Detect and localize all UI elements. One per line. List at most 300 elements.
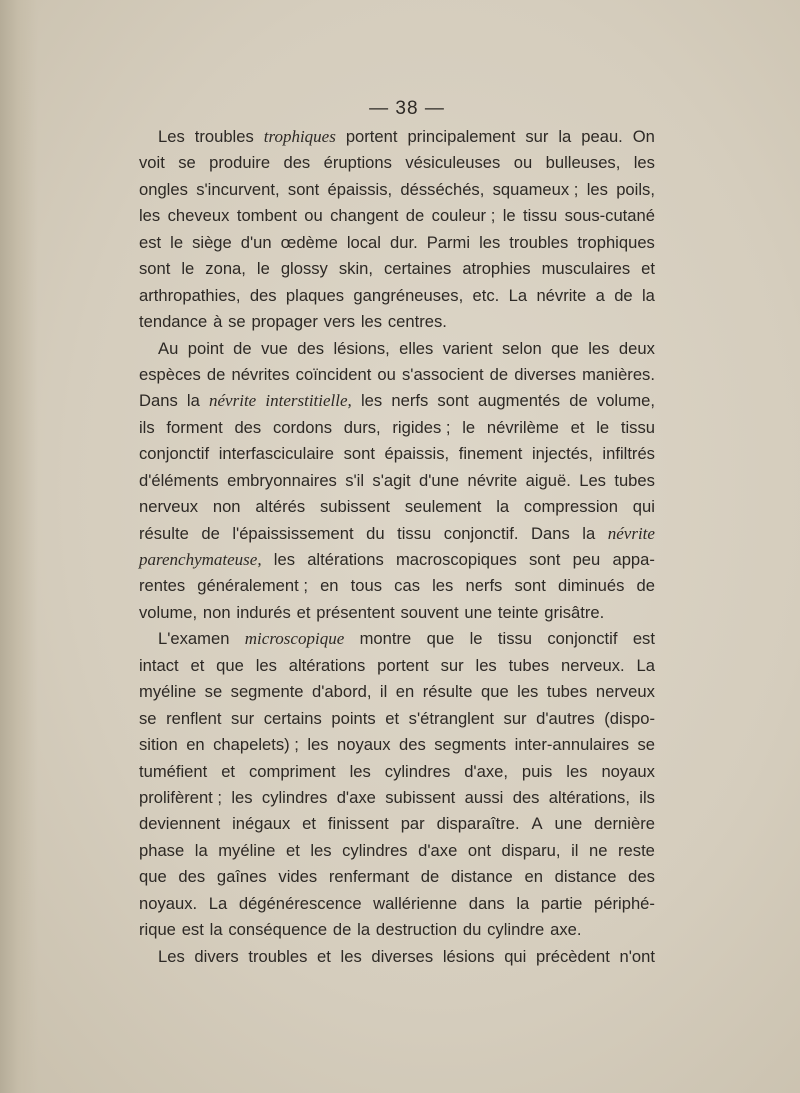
text-line (139, 653, 655, 679)
word: sont (437, 391, 469, 411)
word: épaissis, (384, 444, 450, 464)
word: que (139, 867, 167, 887)
word: renfermant (328, 867, 410, 887)
word: aiguë. (525, 470, 571, 490)
word: et (296, 602, 311, 622)
word: sur (440, 655, 464, 675)
word: dégénérescence (238, 893, 362, 913)
word: rigides ; (392, 417, 451, 437)
word: augmentés (477, 391, 561, 411)
text-line (139, 309, 655, 335)
word: segmente (230, 682, 304, 702)
text-line (139, 785, 655, 811)
word: s'incurvent, (196, 179, 280, 199)
text-line (139, 944, 655, 970)
word: montre (359, 629, 412, 649)
word: ou (304, 206, 323, 226)
word: une (464, 602, 493, 622)
word: d'autres (536, 708, 595, 728)
word: les (432, 576, 454, 596)
text-line (139, 917, 655, 943)
word: de (489, 364, 509, 384)
word: troubles (509, 232, 569, 252)
word: et (190, 655, 205, 675)
word: vésiculeuses (405, 153, 501, 173)
page-number: — 38 — (369, 98, 445, 119)
word: intact (139, 655, 179, 675)
word: désséchés, (400, 179, 485, 199)
word: diminués (557, 576, 625, 596)
word: des (249, 285, 277, 305)
word: névrite (536, 285, 587, 305)
word: de (201, 523, 220, 543)
word: peau. (581, 127, 623, 146)
word: sont (139, 259, 171, 279)
word: en (320, 576, 339, 596)
word: non (212, 497, 241, 517)
word: portent (377, 655, 429, 675)
word: et (221, 761, 236, 781)
word: la (357, 920, 371, 940)
word: d'axe (418, 840, 458, 860)
text-line (139, 732, 655, 758)
text-line (139, 336, 655, 362)
word: tissu (497, 629, 533, 649)
word: les (307, 735, 329, 755)
word: diverses (371, 946, 434, 966)
word: noyaux. (139, 893, 198, 913)
word: tuméfient (139, 761, 208, 781)
italic-word: névrite (209, 391, 257, 411)
word: le (469, 629, 483, 649)
word: cas (394, 576, 420, 596)
word: noyaux (601, 761, 655, 781)
word: la (496, 497, 510, 517)
word: les (273, 550, 295, 569)
word: altérations, (548, 787, 630, 807)
word: sont (529, 550, 561, 569)
word: varient (442, 338, 493, 358)
word: sur (503, 708, 527, 728)
text-line (139, 283, 655, 309)
word: ongles (139, 179, 188, 199)
word: la (558, 127, 572, 146)
italic-word: interstitielle, (265, 391, 352, 411)
text-line (139, 521, 655, 547)
word: inégaux (232, 814, 291, 834)
word: les (586, 179, 608, 199)
word: résulte (139, 523, 189, 543)
word: cordons (272, 417, 332, 437)
word: dernière (594, 814, 655, 834)
word: de (636, 576, 655, 596)
text-line (139, 838, 655, 864)
word: la (582, 523, 596, 543)
word: il (571, 840, 579, 860)
word: précèdent (536, 946, 610, 966)
word: certaines (383, 259, 452, 279)
word: subissent (319, 497, 391, 517)
word: myéline (139, 682, 197, 702)
word: propager (251, 312, 318, 332)
word: se (178, 153, 196, 173)
word: tubes (614, 470, 655, 490)
word: local (346, 232, 381, 252)
word: des (628, 867, 655, 887)
word: ont (467, 840, 491, 860)
word: d'une (419, 470, 460, 490)
word: axe. (550, 920, 582, 940)
text-line (139, 891, 655, 917)
paragraph (139, 124, 655, 336)
word: certains (263, 708, 322, 728)
word: espèces (139, 364, 201, 384)
word: sous-cutané (564, 206, 655, 226)
word: des (178, 867, 206, 887)
word: portent (345, 127, 398, 146)
word: s'associent (401, 364, 484, 384)
word: d'éléments (139, 470, 219, 490)
word: présentent (316, 602, 395, 622)
text-line (139, 547, 655, 573)
word: finement (458, 444, 523, 464)
word: A (531, 814, 543, 834)
word: dur. (390, 232, 418, 252)
word: sur (231, 708, 255, 728)
word: noyaux (337, 735, 391, 755)
word: il (379, 682, 388, 702)
text-line (139, 573, 655, 599)
word: une (554, 814, 583, 834)
word: ou (513, 153, 533, 173)
text-line (139, 864, 655, 890)
word: sont (287, 179, 320, 199)
word: n'ont (619, 946, 655, 966)
word: les (633, 153, 655, 173)
word: volume, (139, 602, 198, 622)
word: inter-annulaires (514, 735, 629, 755)
word: le (256, 259, 270, 279)
word: tous (350, 576, 383, 596)
word: musculaires (541, 259, 631, 279)
text-line (139, 203, 655, 229)
word: distance (450, 867, 513, 887)
word: forment (166, 417, 223, 437)
word: le (596, 417, 610, 437)
word: elles (399, 338, 434, 358)
word: ils (139, 417, 155, 437)
word: rentes (139, 576, 186, 596)
text-line (139, 441, 655, 467)
paragraph (139, 944, 655, 970)
word: de (614, 285, 633, 305)
word: arthropathies, (139, 285, 241, 305)
word: et (285, 840, 300, 860)
word: nerveux (595, 682, 655, 702)
word: volume, (596, 391, 655, 411)
word: les (475, 655, 497, 675)
word: des (399, 735, 426, 755)
word: gangréneuses, (353, 285, 464, 305)
word: etc. (472, 285, 500, 305)
text-line (139, 468, 655, 494)
text-line (139, 706, 655, 732)
word: l'épaississement (232, 523, 354, 543)
word: trophiques (577, 232, 655, 252)
word: altérations (288, 655, 366, 675)
word: les (255, 655, 277, 675)
text-line (139, 388, 655, 414)
word: que (480, 682, 509, 702)
word: les (139, 206, 161, 226)
word: la (186, 391, 200, 411)
word: centres. (387, 312, 447, 332)
word: de (405, 206, 425, 226)
word: les (566, 761, 588, 781)
word: vides (278, 867, 318, 887)
word: tendance (139, 312, 208, 332)
word: deux (618, 338, 655, 358)
word: de (569, 391, 588, 411)
word: des (512, 787, 540, 807)
word: conjonctif (139, 444, 210, 464)
word: non (202, 602, 231, 622)
word: de (332, 920, 352, 940)
word: dans (468, 893, 505, 913)
word: sur (525, 127, 549, 146)
word: manières. (582, 364, 655, 384)
word: nerfs (465, 576, 503, 596)
word: s'étranglent (408, 708, 494, 728)
word: voit (139, 153, 165, 173)
word: d'un (240, 232, 272, 252)
word: prolifèrent ; (139, 787, 223, 807)
word: Les (158, 127, 185, 146)
word: coïncident (295, 364, 372, 384)
word: macroscopiques (395, 550, 517, 569)
word: éruptions (323, 153, 392, 173)
word: glossy (280, 259, 328, 279)
word: se (204, 682, 223, 702)
word: d'axe, (464, 761, 508, 781)
word: est (181, 920, 204, 940)
word: nerfs (391, 391, 429, 411)
word: wallérienne (373, 893, 458, 913)
word: distance (554, 867, 617, 887)
word: des (283, 153, 311, 173)
word: d'abord, (312, 682, 372, 702)
word: névrite (467, 470, 518, 490)
word: le (181, 259, 195, 279)
italic-word: microscopique (244, 629, 345, 649)
word: destruction (375, 920, 458, 940)
word: Dans (531, 523, 570, 543)
word: névrilème (486, 417, 559, 437)
word: se (637, 735, 655, 755)
word: les (360, 312, 383, 332)
word: tubes (508, 655, 550, 675)
word: en (524, 867, 543, 887)
word: troubles (194, 127, 254, 146)
word: compression (523, 497, 618, 517)
word: segments (434, 735, 507, 755)
word: de (206, 364, 226, 384)
word: myéline (218, 840, 276, 860)
word: à (213, 312, 223, 332)
word: cylindres (261, 787, 328, 807)
word: lésions (442, 946, 495, 966)
word: squameux ; (492, 179, 579, 199)
italic-word: névrite (607, 523, 655, 543)
word: Les (158, 946, 185, 966)
word: partie (540, 893, 583, 913)
word: La (208, 893, 228, 913)
word: teinte (497, 602, 539, 622)
text-line (139, 150, 655, 176)
text-line (139, 230, 655, 256)
word: Dans (139, 391, 178, 411)
word: interfasciculaire (218, 444, 334, 464)
word: renflent (166, 708, 222, 728)
paragraph (139, 336, 655, 627)
word: appa- (612, 550, 655, 569)
text-line (139, 256, 655, 282)
word: œdème (280, 232, 338, 252)
word: sition (139, 735, 178, 755)
word: couleur ; (431, 206, 496, 226)
text-line (139, 759, 655, 785)
word: et (317, 946, 331, 966)
word: de (420, 867, 440, 887)
word: point (187, 338, 224, 358)
word: qui (504, 946, 527, 966)
word: conjonctif. (443, 523, 519, 543)
word: les (588, 338, 610, 358)
word: plaques (285, 285, 345, 305)
word: phase (139, 840, 185, 860)
word: grisâtre. (544, 602, 605, 622)
word: siège (192, 232, 232, 252)
word: en (395, 682, 415, 702)
word: que (216, 655, 244, 675)
word: disparaître. (436, 814, 520, 834)
word: d'axe (336, 787, 376, 807)
word: sont (514, 576, 546, 596)
word: durs, (343, 417, 381, 437)
word: ou (377, 364, 396, 384)
word: nerveux. (560, 655, 625, 675)
italic-word: parenchymateuse, (139, 550, 262, 569)
word: se (228, 312, 246, 332)
word: (dispo- (604, 708, 655, 728)
word: tombent (236, 206, 297, 226)
word: par (400, 814, 425, 834)
word: épaissis, (327, 179, 393, 199)
paragraph (139, 626, 655, 943)
word: souvent (400, 602, 459, 622)
word: tissu (620, 417, 655, 437)
word: les (360, 391, 383, 411)
word: ils (639, 787, 655, 807)
text-line (139, 494, 655, 520)
word: lésions, (333, 338, 390, 358)
word: s'agit (372, 470, 411, 490)
word: points (331, 708, 376, 728)
word: chapelets) ; (213, 735, 299, 755)
word: L'examen (158, 629, 230, 649)
word: On (632, 127, 655, 146)
text-line (139, 415, 655, 441)
word: qui (632, 497, 655, 517)
word: puis (521, 761, 553, 781)
word: des (234, 417, 262, 437)
word: cylindres (342, 840, 408, 860)
word: produire (209, 153, 271, 173)
word: rique (139, 920, 176, 940)
text-line (139, 626, 655, 652)
word: skin, (338, 259, 373, 279)
word: et (641, 259, 655, 279)
word: la (209, 920, 223, 940)
word: névrites (231, 364, 290, 384)
word: a (595, 285, 605, 305)
word: la (194, 840, 208, 860)
word: finissent (327, 814, 389, 834)
word: tissu (397, 523, 432, 543)
word: vue (261, 338, 288, 358)
word: altérés (255, 497, 306, 517)
word: se (139, 708, 157, 728)
word: généralement ; (197, 576, 308, 596)
word: La (508, 285, 528, 305)
word: les (310, 840, 332, 860)
word: atrophies (462, 259, 531, 279)
word: deviennent (139, 814, 221, 834)
word: altérations (307, 550, 384, 569)
word: les (231, 787, 253, 807)
word: du (366, 523, 385, 543)
word: Au (158, 338, 179, 358)
word: vers (323, 312, 356, 332)
text-line (139, 811, 655, 837)
word: et (385, 708, 400, 728)
word: de (233, 338, 252, 358)
word: est (632, 629, 655, 649)
word: Parmi (426, 232, 471, 252)
word: nerveux (139, 497, 199, 517)
word: et (570, 417, 585, 437)
word: tissu (523, 206, 558, 226)
word: les (340, 946, 362, 966)
word: du (462, 920, 482, 940)
word: divers (194, 946, 239, 966)
text-line (139, 124, 655, 150)
word: et (302, 814, 316, 834)
word: que (426, 629, 455, 649)
word: zona, (205, 259, 246, 279)
word: Les (579, 470, 606, 490)
word: tubes (546, 682, 588, 702)
word: les (349, 761, 371, 781)
word: troubles (248, 946, 308, 966)
word: que (551, 338, 579, 358)
text-body (139, 124, 655, 970)
word: injectés, (531, 444, 593, 464)
word: cylindres (384, 761, 451, 781)
word: gaînes (216, 867, 267, 887)
text-line (139, 177, 655, 203)
word: le (462, 417, 476, 437)
